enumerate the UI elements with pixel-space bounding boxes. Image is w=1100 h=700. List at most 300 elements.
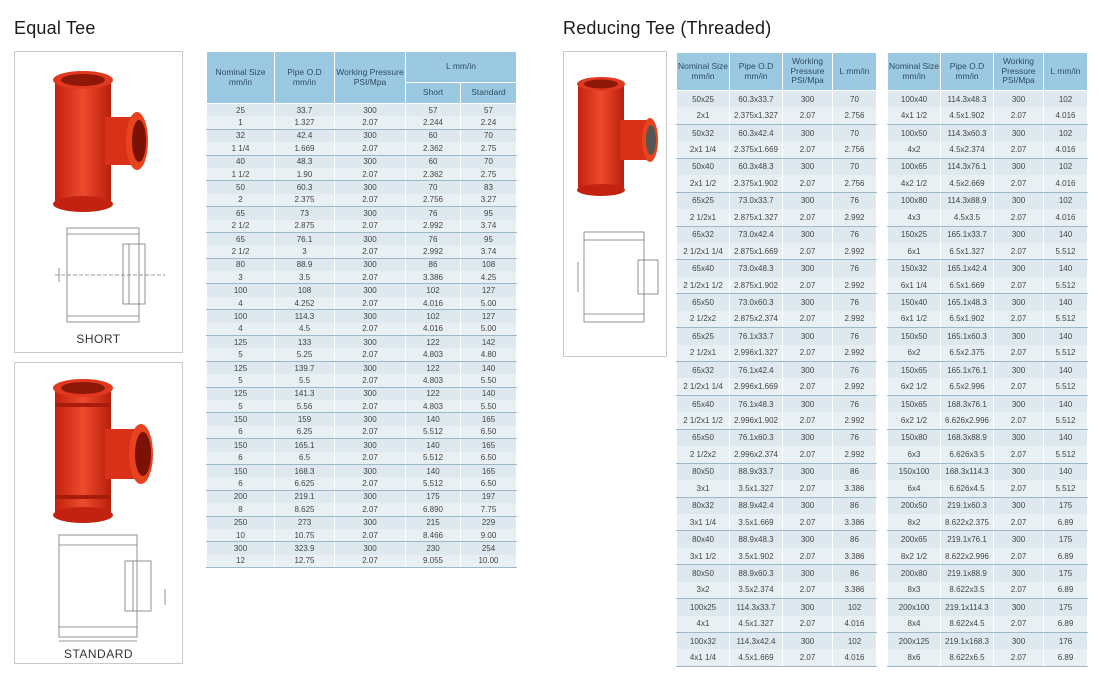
short-tee-image-box [14,51,183,353]
table-cell: 4x3 [888,209,941,226]
table-cell: 2.992 [833,345,877,362]
header-pipe-od: Pipe O.D mm/in [941,53,994,91]
header-working-pressure: Working Pressure PSI/Mpa [783,53,833,91]
table-row [677,124,877,141]
table-cell: 50x25 [677,91,730,108]
table-cell: 2.875 [275,220,335,233]
table-cell: 168.3 [275,464,335,477]
table-cell: 2.07 [994,243,1044,260]
reducing-tee-title: Reducing Tee (Threaded) [563,18,772,38]
table-cell: 300 [994,633,1044,650]
table-row [207,490,517,503]
table-cell: 2.75 [461,168,517,181]
table-cell: 4.25 [461,271,517,284]
table-cell: 6.50 [461,426,517,439]
table-row [207,207,517,220]
table-cell: 2.07 [335,477,406,490]
table-row [888,548,1088,565]
table-cell: 8x6 [888,649,941,666]
table-row [207,413,517,426]
table-row [677,649,877,666]
header-nominal-size: Nominal Size mm/in [888,53,941,91]
table-cell: 219.1x88.9 [941,565,994,582]
table-cell: 2 1/2x2 [677,311,730,328]
table-cell: 300 [335,232,406,245]
table-cell: 2.996x2.374 [730,446,783,463]
table-cell: 76.1x42.4 [730,362,783,379]
table-cell: 200x125 [888,633,941,650]
table-cell: 76 [833,328,877,345]
table-cell: 2.992 [833,412,877,429]
table-row [888,91,1088,108]
table-cell: 300 [783,463,833,480]
table-cell: 6.5x2.996 [941,378,994,395]
table-cell: 300 [994,429,1044,446]
table-cell: 2.07 [783,243,833,260]
table-cell: 73.0x33.7 [730,192,783,209]
table-cell: 200x80 [888,565,941,582]
table-cell: 3.386 [833,582,877,599]
reducing-tee-table-2 [887,52,1088,667]
table-cell: 300 [994,565,1044,582]
table-row [207,104,517,117]
table-cell: 65x32 [677,226,730,243]
table-row [888,599,1088,616]
table-row [677,633,877,650]
table-cell: 300 [335,413,406,426]
table-row [888,294,1088,311]
table-cell: 65x25 [677,192,730,209]
table-cell: 76 [833,192,877,209]
table-cell: 4.5 [275,323,335,336]
table-cell: 6.5x2.375 [941,345,994,362]
table-cell: 2.756 [406,194,461,207]
table-cell: 300 [994,328,1044,345]
table-cell: 2.996x1.902 [730,412,783,429]
table-cell: 4.016 [1044,175,1088,192]
table-cell: 140 [406,413,461,426]
header-pipe-od: Pipe O.D mm/in [730,53,783,91]
table-cell: 76.1x48.3 [730,395,783,412]
table-cell: 76 [833,226,877,243]
table-cell: 12.75 [275,555,335,568]
table-row [677,277,877,294]
table-cell: 8.622x6.5 [941,649,994,666]
table-cell: 2.992 [406,245,461,258]
table-cell: 1.669 [275,142,335,155]
table-cell: 4x1 1/4 [677,649,730,666]
table-cell: 60.3 [275,181,335,194]
table-cell: 300 [783,633,833,650]
table-cell: 165.1x48.3 [941,294,994,311]
table-cell: 76 [833,395,877,412]
table-cell: 2.875x1.902 [730,277,783,294]
table-cell: 300 [335,439,406,452]
table-row [677,226,877,243]
table-row [207,400,517,413]
table-row [677,260,877,277]
table-cell: 300 [783,91,833,108]
header-working-pressure: Working Pressure PSI/Mpa [994,53,1044,91]
table-cell: 300 [783,362,833,379]
table-cell: 2.07 [335,168,406,181]
table-cell: 80x40 [677,531,730,548]
table-cell: 80x50 [677,565,730,582]
table-cell: 10.75 [275,529,335,542]
table-cell: 2.375x1.327 [730,107,783,124]
table-cell: 2 1/2x1 [677,345,730,362]
table-cell: 150x65 [888,362,941,379]
table-cell: 300 [783,395,833,412]
table-cell: 140 [461,387,517,400]
table-cell: 2.756 [833,175,877,192]
reducing-tee-photo [564,72,668,202]
table-cell: 6.890 [406,503,461,516]
table-cell: 2.07 [335,503,406,516]
table-row [677,514,877,531]
table-cell: 2.756 [833,107,877,124]
table-cell: 2 1/2x2 [677,446,730,463]
table-cell: 150x32 [888,260,941,277]
table-cell: 8.466 [406,529,461,542]
table-row [888,633,1088,650]
table-row [207,477,517,490]
standard-tee-image-box [14,362,183,664]
table-cell: 1 1/2 [207,168,275,181]
table-cell: 10 [207,529,275,542]
table-cell: 3.386 [833,514,877,531]
table-cell: 323.9 [275,542,335,555]
table-cell: 140 [406,439,461,452]
table-row [888,395,1088,412]
table-cell: 8 [207,503,275,516]
table-cell: 3.386 [406,271,461,284]
table-cell: 2.07 [335,142,406,155]
table-cell: 9.055 [406,555,461,568]
table-row [207,387,517,400]
table-cell: 5.512 [406,452,461,465]
table-cell: 4x2 1/2 [888,175,941,192]
table-row [677,616,877,633]
table-cell: 230 [406,542,461,555]
table-cell: 2.07 [994,480,1044,497]
table-cell: 273 [275,516,335,529]
table-cell: 5.512 [1044,412,1088,429]
table-cell: 300 [335,310,406,323]
table-cell: 2.07 [783,311,833,328]
table-cell: 2.24 [461,116,517,129]
table-cell: 127 [461,284,517,297]
table-cell: 2.875x1.669 [730,243,783,260]
table-cell: 2.07 [994,548,1044,565]
table-cell: 200x100 [888,599,941,616]
table-cell: 2 1/2x1 1/2 [677,412,730,429]
table-cell: 100 [207,310,275,323]
table-cell: 2.875x1.327 [730,209,783,226]
table-cell: 139.7 [275,361,335,374]
table-row [677,378,877,395]
table-cell: 165.1x33.7 [941,226,994,243]
table-cell: 165.1 [275,439,335,452]
table-cell: 6 [207,452,275,465]
table-row [677,311,877,328]
table-row [677,463,877,480]
table-cell: 229 [461,516,517,529]
table-cell: 4.5x2.374 [941,141,994,158]
table-cell: 254 [461,542,517,555]
table-cell: 168.3x114.3 [941,463,994,480]
table-cell: 4.803 [406,400,461,413]
table-cell: 25 [207,104,275,117]
table-cell: 4x1 1/2 [888,107,941,124]
table-cell: 6 [207,477,275,490]
table-cell: 114.3 [275,310,335,323]
table-cell: 2 1/2 [207,220,275,233]
table-cell: 95 [461,207,517,220]
table-cell: 200 [207,490,275,503]
table-cell: 114.3x42.4 [730,633,783,650]
table-cell: 86 [833,463,877,480]
table-cell: 300 [783,226,833,243]
table-cell: 1 1/4 [207,142,275,155]
table-cell: 300 [994,294,1044,311]
table-cell: 197 [461,490,517,503]
table-cell: 102 [1044,192,1088,209]
table-cell: 150x50 [888,328,941,345]
table-cell: 140 [1044,429,1088,446]
table-cell: 40 [207,155,275,168]
table-cell: 2.992 [833,446,877,463]
table-cell: 4 [207,297,275,310]
table-cell: 102 [1044,91,1088,108]
table-cell: 5.56 [275,400,335,413]
table-row [207,439,517,452]
table-cell: 2 1/2 [207,245,275,258]
table-cell: 6.25 [275,426,335,439]
table-cell: 70 [461,129,517,142]
table-cell: 5.512 [1044,345,1088,362]
table-row [888,345,1088,362]
table-row [677,497,877,514]
table-cell: 5.25 [275,348,335,361]
table-row [207,452,517,465]
table-cell: 300 [994,531,1044,548]
table-cell: 2.07 [783,480,833,497]
table-cell: 80x32 [677,497,730,514]
table-row [207,516,517,529]
table-cell: 6x1 1/2 [888,311,941,328]
table-cell: 6.5x1.902 [941,311,994,328]
table-cell: 108 [461,258,517,271]
table-cell: 300 [994,497,1044,514]
table-cell: 2.07 [335,297,406,310]
table-cell: 76 [406,207,461,220]
table-cell: 70 [406,181,461,194]
table-cell: 300 [783,294,833,311]
header-nominal-size: Nominal Size mm/in [677,53,730,91]
table-row [207,297,517,310]
table-cell: 8.625 [275,503,335,516]
table-row [888,362,1088,379]
table-cell: 5.512 [406,426,461,439]
table-cell: 141.3 [275,387,335,400]
table-row [677,599,877,616]
table-cell: 2.362 [406,142,461,155]
table-cell: 76.1 [275,232,335,245]
table-row [888,158,1088,175]
table-cell: 73.0x42.4 [730,226,783,243]
table-row [207,336,517,349]
table-cell: 150 [207,464,275,477]
standard-tee-drawing [15,531,184,646]
table-cell: 100x40 [888,91,941,108]
table-cell: 159 [275,413,335,426]
table-cell: 100x50 [888,124,941,141]
table-cell: 2.07 [783,175,833,192]
table-cell: 2.07 [335,220,406,233]
table-cell: 100x25 [677,599,730,616]
table-cell: 300 [994,158,1044,175]
table-row [207,503,517,516]
table-row [207,374,517,387]
table-cell: 2x1 [677,107,730,124]
table-cell: 88.9x42.4 [730,497,783,514]
table-cell: 140 [1044,260,1088,277]
table-cell: 60.3x48.3 [730,158,783,175]
table-cell: 70 [833,124,877,141]
table-cell: 215 [406,516,461,529]
table-cell: 2.375x1.902 [730,175,783,192]
table-cell: 2.07 [335,194,406,207]
table-cell: 300 [335,284,406,297]
equal-tee-title: Equal Tee [14,18,96,38]
table-cell: 12 [207,555,275,568]
table-cell: 219.1 [275,490,335,503]
reducing-tee-table-1 [676,52,877,667]
table-row [207,542,517,555]
table-cell: 6.50 [461,452,517,465]
table-cell: 300 [994,599,1044,616]
table-cell: 2.07 [994,175,1044,192]
table-cell: 8x2 1/2 [888,548,941,565]
table-cell: 57 [406,104,461,117]
table-cell: 300 [994,463,1044,480]
table-cell: 2.756 [833,141,877,158]
table-cell: 4.5x1.902 [941,107,994,124]
table-cell: 6.625 [275,477,335,490]
table-row [888,531,1088,548]
table-cell: 2.75 [461,142,517,155]
table-cell: 50 [207,181,275,194]
table-cell: 127 [461,310,517,323]
table-cell: 65x40 [677,260,730,277]
table-row [207,529,517,542]
table-row [677,158,877,175]
table-cell: 140 [1044,463,1088,480]
table-cell: 5.512 [1044,277,1088,294]
table-cell: 42.4 [275,129,335,142]
table-row [207,155,517,168]
table-cell: 3.5x1.669 [730,514,783,531]
table-cell: 6.89 [1044,616,1088,633]
table-cell: 300 [335,207,406,220]
table-cell: 108 [275,284,335,297]
table-cell: 4.016 [406,323,461,336]
table-cell: 73 [275,207,335,220]
table-cell: 300 [783,328,833,345]
table-cell: 86 [833,531,877,548]
header-short: Short [406,83,461,104]
table-cell: 300 [207,542,275,555]
table-cell: 76 [406,232,461,245]
table-row [888,616,1088,633]
table-row [207,258,517,271]
table-cell: 2.375x1.669 [730,141,783,158]
table-cell: 2 1/2x1 1/2 [677,277,730,294]
table-cell: 2 [207,194,275,207]
table-row [207,168,517,181]
table-row [888,107,1088,124]
table-row [888,192,1088,209]
table-row [207,245,517,258]
table-cell: 6.89 [1044,548,1088,565]
header-l: L mm/in [1044,53,1088,91]
table-cell: 5.00 [461,323,517,336]
table-row [207,284,517,297]
table-cell: 2.07 [335,323,406,336]
table-cell: 2.07 [335,348,406,361]
table-cell: 2 1/2x1 [677,209,730,226]
table-cell: 175 [1044,531,1088,548]
table-cell: 300 [994,362,1044,379]
table-row [888,311,1088,328]
table-cell: 6.89 [1044,649,1088,666]
table-cell: 114.3x60.3 [941,124,994,141]
table-cell: 2 1/2x1 1/4 [677,243,730,260]
table-cell: 102 [1044,124,1088,141]
table-cell: 140 [1044,294,1088,311]
table-cell: 300 [783,158,833,175]
table-cell: 165 [461,413,517,426]
table-cell: 4.016 [833,616,877,633]
table-cell: 100 [207,284,275,297]
table-cell: 50x32 [677,124,730,141]
table-cell: 6x1 1/4 [888,277,941,294]
table-cell: 65x50 [677,429,730,446]
table-row [888,124,1088,141]
table-cell: 2.07 [994,107,1044,124]
table-row [677,582,877,599]
table-cell: 219.1x168.3 [941,633,994,650]
table-cell: 140 [1044,328,1088,345]
table-row [677,141,877,158]
table-cell: 122 [406,387,461,400]
table-cell: 2x1 1/2 [677,175,730,192]
table-cell: 2.992 [833,243,877,260]
table-cell: 1.90 [275,168,335,181]
table-row [677,209,877,226]
table-cell: 2.07 [994,209,1044,226]
table-row [888,328,1088,345]
table-cell: 4.5x1.327 [730,616,783,633]
table-cell: 2x1 1/4 [677,141,730,158]
table-row [888,582,1088,599]
equal-tee-table [206,51,517,568]
table-cell: 95 [461,232,517,245]
table-row [677,175,877,192]
table-cell: 2.07 [783,446,833,463]
table-cell: 4.5x2.669 [941,175,994,192]
